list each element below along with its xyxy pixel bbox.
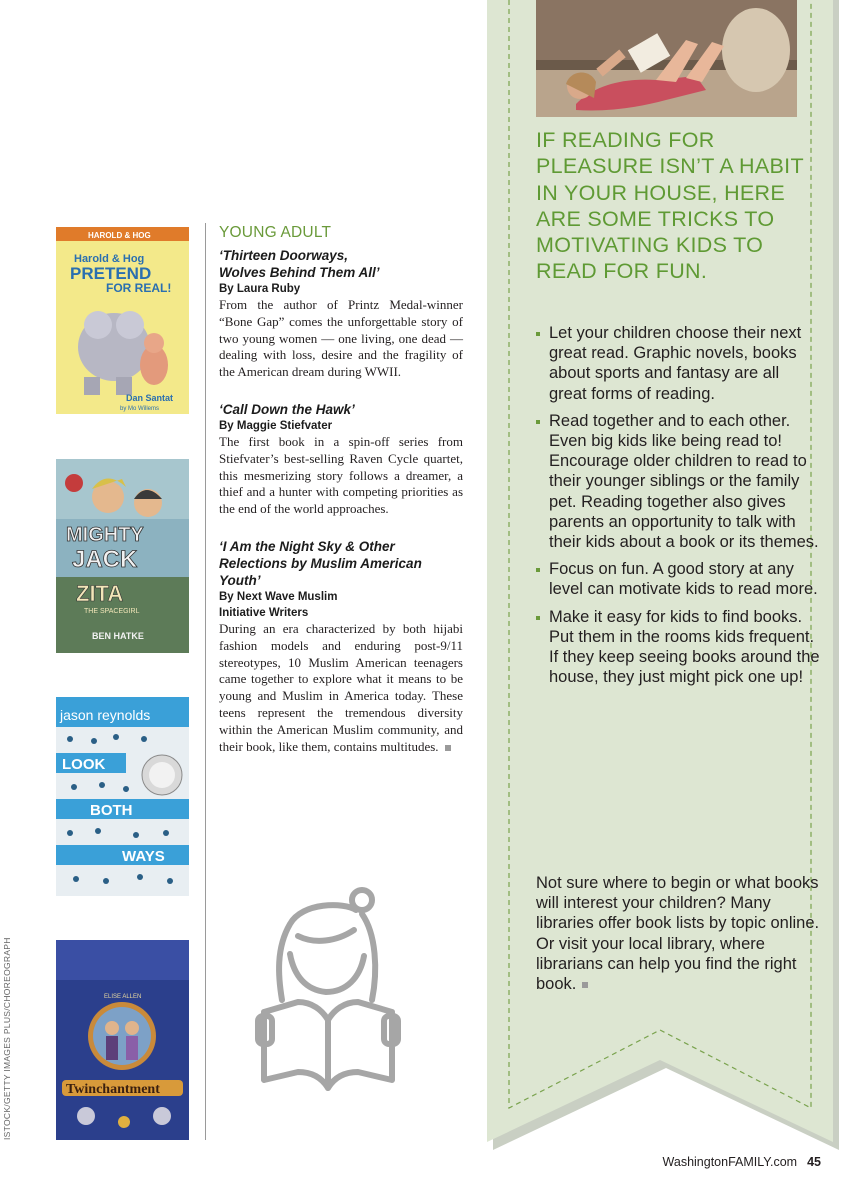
cover1-title: PRETEND — [70, 264, 152, 283]
book-cover-look-both-ways[interactable] — [56, 697, 189, 896]
young-adult-column — [219, 224, 463, 775]
page-number: 45 — [807, 1155, 821, 1169]
cover1-title2: FOR REAL! — [106, 281, 172, 295]
book-title: ‘I Am the Night Sky & Other Relections by Muslim American Youth’ — [219, 538, 422, 588]
cover2-author: BEN HATKE — [92, 631, 144, 641]
book-title: ‘Call Down the Hawk’ — [219, 401, 355, 417]
page-footer — [663, 1155, 821, 1169]
cover1-subtitle: Harold & Hog — [74, 253, 145, 265]
cover2-title3: ZITA — [76, 581, 124, 606]
tips-list — [536, 323, 821, 694]
footer-site[interactable]: WashingtonFAMILY.com — [662, 1155, 798, 1169]
cover3-title2: BOTH — [90, 802, 133, 819]
cover4-title: Twinchantment — [66, 1082, 160, 1097]
book-description: The first book in a spin-off series from Stiefvater’s best-selling Raven Cycle quartet, this mesmerizing story follows a dreamer, a thief and a hunter with competing priorities as the end of the world approaches. — [219, 433, 463, 517]
book-author: By Next Wave Muslim Initiative Writers — [219, 590, 338, 619]
end-mark — [582, 982, 588, 988]
cover2-title: MIGHTY — [66, 524, 144, 546]
book-cover-mighty-jack[interactable] — [56, 459, 189, 653]
tip-item: Focus on fun. A good story at any level can motivate kids to read more. — [536, 559, 821, 599]
book-author: By Maggie Stiefvater — [219, 419, 333, 432]
book-entry — [219, 401, 463, 518]
cover1-author2: by Mo Willems — [120, 406, 160, 412]
closing-paragraph — [536, 873, 826, 994]
column-divider — [205, 223, 206, 1140]
cover3-author: jason reynolds — [60, 707, 151, 723]
book-cover-twinchantment[interactable] — [56, 940, 189, 1140]
photo-credit: ISTOCK/GETTY IMAGES PLUS/CHOREOGRAPH — [2, 937, 12, 1140]
section-heading: YOUNG ADULT — [219, 224, 332, 241]
tip-item: Let your children choose their next great read. Graphic novels, books about sports and fantasy are all great forms of reading. — [536, 323, 821, 404]
book-description-text: During an era characterized by both hijabi fashion models and enduring post-9/11 stereotypes, 10 Muslim American teenagers came together to explore what it means to be young and Muslim in America today. These teens represent the tremendous diversity within the American Muslim community, and their book, like them, contains multitudes. — [219, 620, 463, 754]
book-description — [219, 621, 463, 755]
cover4-author: ELISE ALLEN — [104, 994, 142, 1000]
book-entry — [219, 247, 463, 381]
cover3-title3: WAYS — [122, 848, 165, 865]
book-author: By Laura Ruby — [219, 283, 301, 295]
cover1-author: Dan Santat — [126, 393, 174, 403]
end-mark — [445, 745, 451, 751]
cover3-title1: LOOK — [62, 756, 106, 773]
closing-text: Not sure where to begin or what books will interest your children? Many libraries offer book lists by topic online. Or visit your local library, where librarians can help you find the right book. — [536, 874, 820, 994]
cover2-subtitle: THE SPACEGIRL — [84, 608, 140, 615]
banner-headline: IF READING FOR PLEASURE ISN’T A HABIT IN YOUR HOUSE, HERE ARE SOME TRICKS TO MOTIVATING KIDS TO READ FOR FUN. — [536, 128, 804, 284]
book-title: ‘Thirteen Doorways, Wolves Behind Them All’ — [219, 248, 380, 280]
book-entry — [219, 538, 463, 755]
cover2-title2: JACK — [72, 546, 138, 573]
book-cover-harold-hog[interactable] — [56, 227, 189, 414]
tip-item: Read together and to each other. Even big kids like being read to! Encourage older children to read to their younger siblings or the family pet. Reading together also gives parents an opportunity to talk with their kids about a book or its themes. — [536, 411, 821, 552]
cover1-series: HAROLD & HOG — [88, 231, 151, 240]
book-description: From the author of Printz Medal-winner “Bone Gap” comes the unforgettable story of two young women — one living, one dead — dealing with loss, desire and the fragility of the American dream during WWII. — [219, 297, 463, 380]
tip-item: Make it easy for kids to find books. Put them in the rooms kids frequent. If they keep seeing books around the house, they just might pick one up! — [536, 607, 821, 688]
reading-girl-icon — [254, 884, 404, 1094]
girl-reading-photo — [536, 0, 797, 117]
